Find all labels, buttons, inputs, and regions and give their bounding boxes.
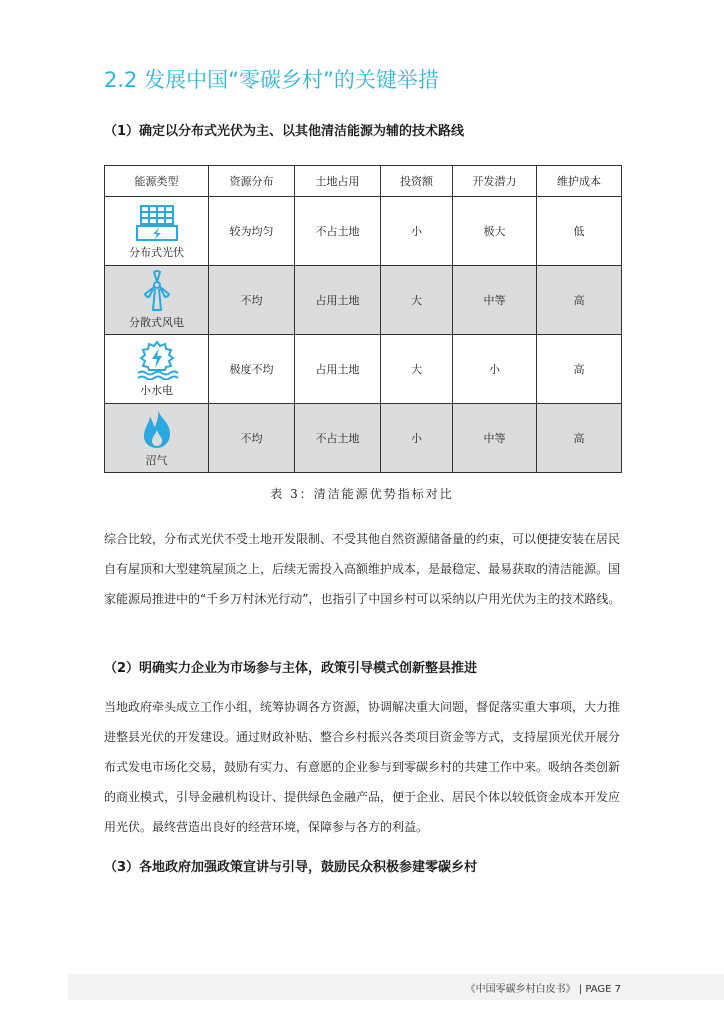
table-cell: 不占土地	[295, 404, 381, 473]
energy-comparison-table	[104, 165, 622, 473]
table-cell: 高	[537, 404, 622, 473]
energy-type-cell	[105, 266, 209, 335]
table-cell: 低	[537, 197, 622, 266]
section-title: 2.2 发展中国“零碳乡村”的关键举措	[104, 68, 439, 92]
table-header: 资源分布	[209, 166, 295, 197]
table-cell: 极大	[453, 197, 537, 266]
hydro-power-icon	[134, 340, 180, 380]
table-cell: 小	[381, 197, 453, 266]
flame-icon	[134, 408, 180, 450]
energy-type-cell	[105, 335, 209, 404]
table-cell: 大	[381, 266, 453, 335]
subheading-3: （3）各地政府加强政策宣讲与引导，鼓励民众积极参建零碳乡村	[104, 860, 478, 875]
table-cell: 小	[381, 404, 453, 473]
table-cell: 中等	[453, 266, 537, 335]
table-header: 维护成本	[537, 166, 622, 197]
footer-text: 《中国零碳乡村白皮书》 | PAGE 7	[465, 984, 621, 995]
energy-type-cell	[105, 197, 209, 266]
table-row	[105, 404, 622, 473]
table-header: 能源类型	[105, 166, 209, 197]
paragraph-1: 综合比较，分布式光伏不受土地开发限制、不受其他自然资源储备量的约束，可以便捷安装在居民自有屋顶和大型建筑屋顶之上，后续无需投入高额维护成本，是最稳定、最易获取的清洁能源。国家能源局推进中的“千乡万村沐光行动”，也指引了中国乡村可以采纳以户用光伏为主的技术路线。	[104, 532, 621, 606]
footer-band	[68, 974, 724, 1000]
table-cell: 不均	[209, 404, 295, 473]
table-cell: 不占土地	[295, 197, 381, 266]
paragraph-2: 当地政府牵头成立工作小组，统筹协调各方资源，协调解决重大问题，督促落实重大事项，大力推进整县光伏的开发建设。通过财政补贴、整合乡村振兴各类项目资金等方式，支持屋顶光伏开展分布式发电市场化交易，鼓励有实力、有意愿的企业参与到零碳乡村的共建工作中来。吸纳各类创新的商业模式，引导金融机构设计、提供绿色金融产品，便于企业、居民个体以较低资金成本开发应用光伏。最终营造出良好的经营环境，保障参与各方的利益。	[104, 700, 621, 834]
table-row	[105, 335, 622, 404]
solar-panel-icon	[134, 202, 180, 242]
table-cell: 中等	[453, 404, 537, 473]
table-header: 投资额	[381, 166, 453, 197]
subheading-1: （1）确定以分布式光伏为主、以其他清洁能源为辅的技术路线	[104, 124, 465, 139]
subheading-2: （2）明确实力企业为市场参与主体，政策引导模式创新整县推进	[104, 661, 478, 676]
table-cell: 高	[537, 266, 622, 335]
table-cell: 极度不均	[209, 335, 295, 404]
table-cell: 占用土地	[295, 335, 381, 404]
table-header: 开发潜力	[453, 166, 537, 197]
energy-type-label: 沼气	[145, 454, 168, 467]
table-cell: 占用土地	[295, 266, 381, 335]
table-row	[105, 266, 622, 335]
table-header-row	[105, 166, 622, 197]
table-row	[105, 197, 622, 266]
wind-turbine-icon	[134, 270, 180, 312]
energy-type-cell	[105, 404, 209, 473]
energy-type-label: 分布式光伏	[129, 246, 184, 259]
table-cell: 大	[381, 335, 453, 404]
energy-type-label: 小水电	[140, 384, 173, 397]
table-cell: 高	[537, 335, 622, 404]
table-cell: 不均	[209, 266, 295, 335]
energy-type-label: 分散式风电	[129, 316, 184, 329]
table-cell: 小	[453, 335, 537, 404]
table-cell: 较为均匀	[209, 197, 295, 266]
table-caption: 表 3：清洁能源优势指标对比	[270, 487, 454, 501]
table-header: 土地占用	[295, 166, 381, 197]
